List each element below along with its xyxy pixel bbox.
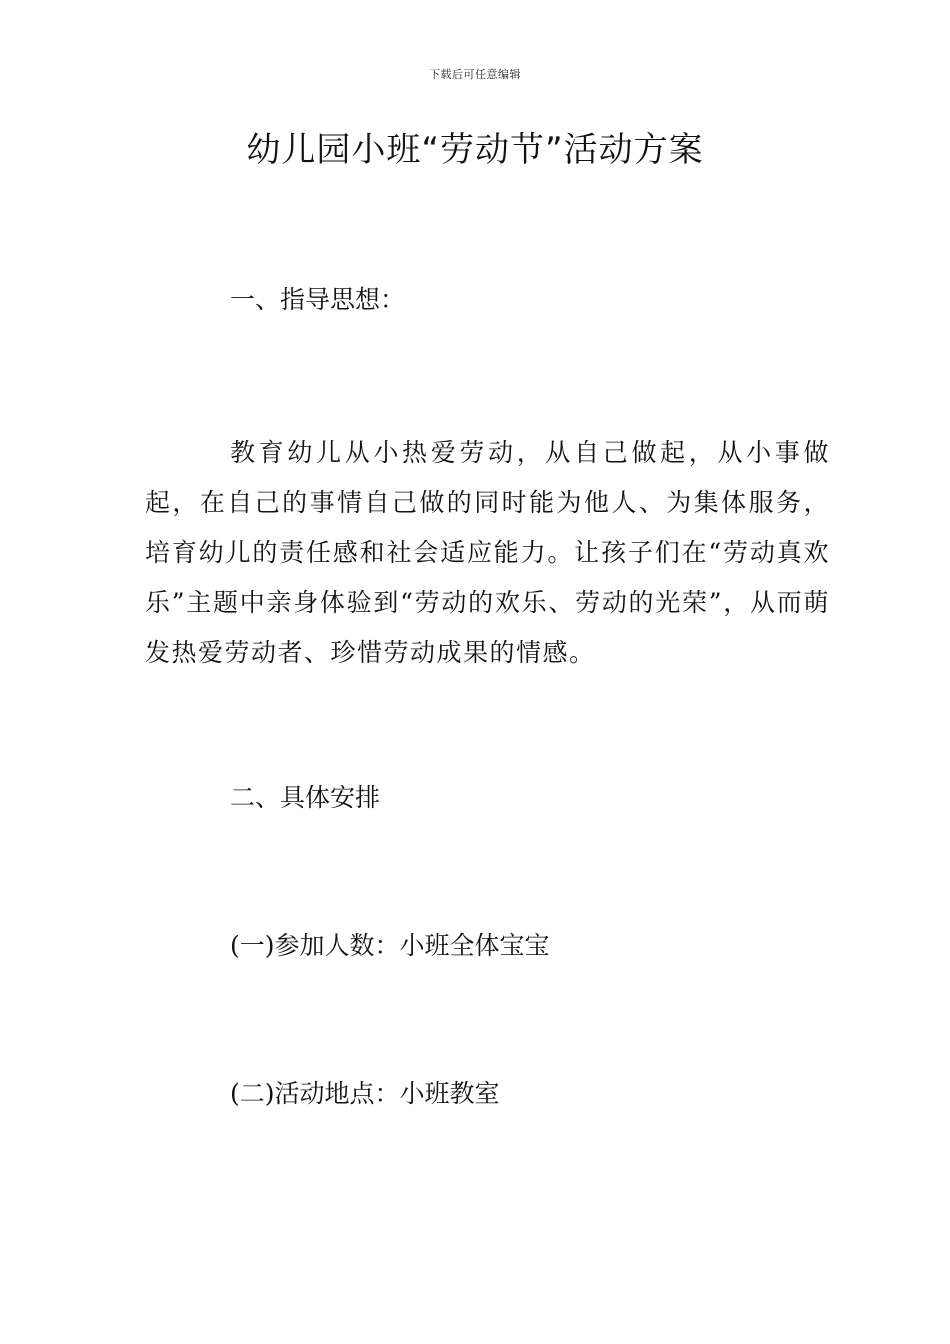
document-title: 幼儿园小班“劳动节”活动方案 — [246, 130, 704, 170]
page-header-note: 下载后可任意编辑 — [429, 68, 521, 81]
section-heading-specific-arrangements: 二、具体安排 — [230, 783, 381, 812]
arrangement-item-participants: (一)参加人数：小班全体宝宝 — [230, 931, 550, 960]
arrangement-item-location: (二)活动地点：小班教室 — [230, 1079, 500, 1108]
section-heading-guiding-ideology: 一、指导思想： — [230, 285, 406, 314]
guiding-ideology-paragraph: 教育幼儿从小热爱劳动，从自己做起，从小事做起，在自己的事情自己做的同时能为他人、为集体服务，培育幼儿的责任感和社会适应能力。让孩子们在“劳动真欢乐”主题中亲身体验到“劳动的欢乐、劳动的光荣”，从而萌发热爱劳动者、珍惜劳动成果的情感。 — [145, 438, 830, 667]
